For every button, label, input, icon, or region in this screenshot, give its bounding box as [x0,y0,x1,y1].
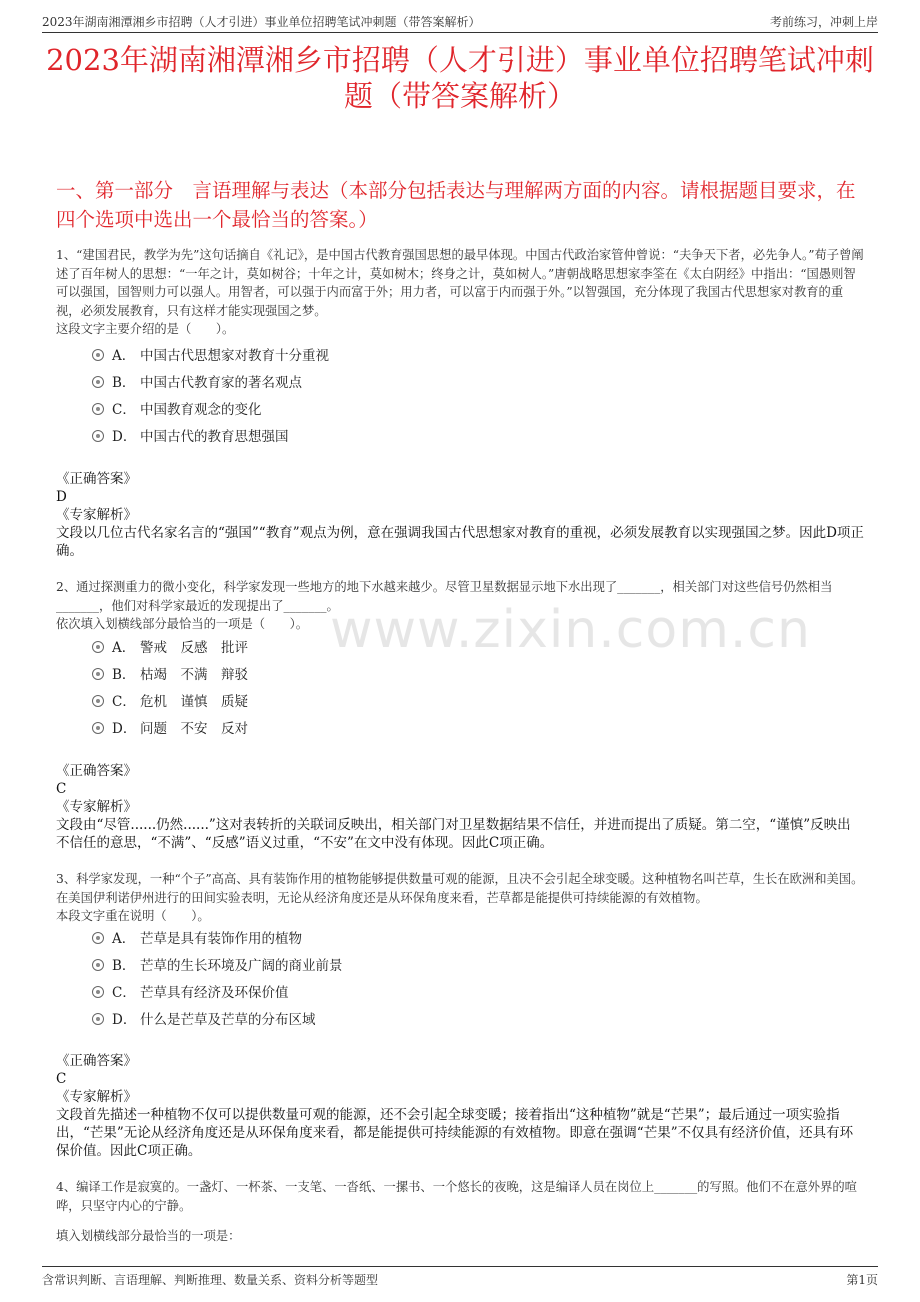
question-prompt: 本段文字重在说明（ ）。 [56,909,210,923]
question-3 [56,870,864,926]
radio-icon[interactable] [92,932,104,944]
radio-icon[interactable] [92,1013,104,1025]
answer-block-1 [56,470,864,560]
option-2a[interactable]: A． 警戒 反感 批评 [92,638,248,658]
header-doc-title: 2023年湖南湘潭湘乡市招聘（人才引进）事业单位招聘笔试冲刺题（带答案解析） [42,15,481,29]
answer-label: 《正确答案》 [56,471,137,487]
watermark: www.zixin.com.cn [330,600,811,660]
option-1b[interactable]: B． 中国古代教育家的著名观点 [92,373,302,393]
option-2d[interactable]: D． 问题 不安 反对 [92,719,248,739]
radio-icon[interactable] [92,986,104,998]
answer-value: C [56,781,67,797]
option-3a[interactable]: A． 芒草是具有装饰作用的植物 [92,929,302,949]
analysis-label: 《专家解析》 [56,799,137,815]
answer-block-2 [56,762,864,852]
header-slogan: 考前练习，冲刺上岸 [769,15,878,29]
analysis-text: 文段由“尽管......仍然......”这对表转折的关联词反映出，相关部门对卫星数据结果不信任，并进而提出了质疑。第二空，“谨慎”反映出不信任的意思，“不满”、“反感”语义过重，“不安”在文中没有体现。因此C项正确。 [56,817,851,851]
page-header [42,10,878,33]
answer-label: 《正确答案》 [56,763,137,779]
radio-icon[interactable] [92,722,104,734]
document-title: 2023年湖南湘潭湘乡市招聘（人才引进）事业单位招聘笔试冲刺题（带答案解析） [46,43,874,113]
option-2b[interactable]: B． 枯竭 不满 辩驳 [92,665,248,685]
question-stem: 3、科学家发现，一种“个子”高高、具有装饰作用的植物能够提供数量可观的能源，且决不会引起全球变暖。这种植物名叫芒草，生长在欧洲和美国。在美国伊利诺伊州进行的田间实验表明，无论从经济角度还是从环保角度来看，芒草都是能提供可持续能源的有效植物。 [56,872,864,905]
analysis-label: 《专家解析》 [56,1089,137,1105]
question-4 [56,1178,864,1246]
option-3b[interactable]: B． 芒草的生长环境及广阔的商业前景 [92,956,343,976]
radio-icon[interactable] [92,695,104,707]
radio-icon[interactable] [92,959,104,971]
option-3c[interactable]: C． 芒草具有经济及环保价值 [92,983,289,1003]
question-1 [56,246,864,339]
option-1d[interactable]: D． 中国古代的教育思想强国 [92,427,289,447]
radio-icon[interactable] [92,376,104,388]
answer-block-3 [56,1052,864,1160]
question-prompt: 这段文字主要介绍的是（ ）。 [56,322,235,336]
question-stem: 1、“建国君民，教学为先”这句话摘自《礼记》，是中国古代教育强国思想的最早体现。中国古代政治家管仲曾说：“夫争天下者，必先争人。”荀子曾阐述了百年树人的思想：“一年之计，莫如树谷；十年之计，莫如树木；终身之计，莫如树人。”唐朝战略思想家李筌在《太白阴经》中指出：“国愚则智可以强国，国智则力可以强人。用智者，可以强于内而富于外；用力者，可以富于内而强于外。”以智强国，充分体现了我国古代思想家对教育的重视，必须发展教育，只有这样才能实现强国之梦。 [56,248,864,318]
radio-icon[interactable] [92,349,104,361]
radio-icon[interactable] [92,430,104,442]
page-footer [42,1266,878,1289]
question-stem: 2、通过探测重力的微小变化，科学家发现一些地方的地下水越来越少。尽管卫星数据显示地下水出现了_______，相关部门对这些信号仍然相当_______，他们对科学家最近的发现提出了_______。 [56,580,833,613]
option-1a[interactable]: A． 中国古代思想家对教育十分重视 [92,346,329,366]
option-2c[interactable]: C． 危机 谨慎 质疑 [92,692,248,712]
answer-label: 《正确答案》 [56,1053,137,1069]
question-2 [56,578,864,634]
analysis-label: 《专家解析》 [56,507,137,523]
page-number: 第1页 [846,1273,878,1287]
footer-note: 含常识判断、言语理解、判断推理、数量关系、资料分析等题型 [42,1273,379,1287]
analysis-text: 文段首先描述一种植物不仅可以提供数量可观的能源，还不会引起全球变暖；接着指出“这种植物”就是“芒果”；最后通过一项实验指出，“芒果”无论从经济角度还是从环保角度来看，都是能提供可持续能源的有效植物。即意在强调“芒果”不仅具有经济价值，还具有环保价值。因此C项正确。 [56,1107,854,1159]
question-prompt: 填入划横线部分最恰当的一项是： [56,1229,241,1243]
question-prompt: 依次填入划横线部分最恰当的一项是（ ）。 [56,617,309,631]
option-1c[interactable]: C． 中国教育观念的变化 [92,400,262,420]
analysis-text: 文段以几位古代名家名言的“强国”“教育”观点为例，意在强调我国古代思想家对教育的重视，必须发展教育以实现强国之梦。因此D项正确。 [56,525,864,559]
radio-icon[interactable] [92,668,104,680]
answer-value: D [56,489,67,505]
radio-icon[interactable] [92,641,104,653]
option-3d[interactable]: D． 什么是芒草及芒草的分布区域 [92,1010,316,1030]
radio-icon[interactable] [92,403,104,415]
answer-value: C [56,1071,67,1087]
section-heading: 一、第一部分 言语理解与表达（本部分包括表达与理解两方面的内容。请根据题目要求，在四个选项中选出一个最恰当的答案。） [56,179,856,231]
question-stem: 4、编译工作是寂寞的。一盏灯、一杯茶、一支笔、一沓纸、一摞书、一个悠长的夜晚，这是编译人员在岗位上_______的写照。他们不在意外界的喧哗，只坚守内心的宁静。 [56,1180,857,1213]
